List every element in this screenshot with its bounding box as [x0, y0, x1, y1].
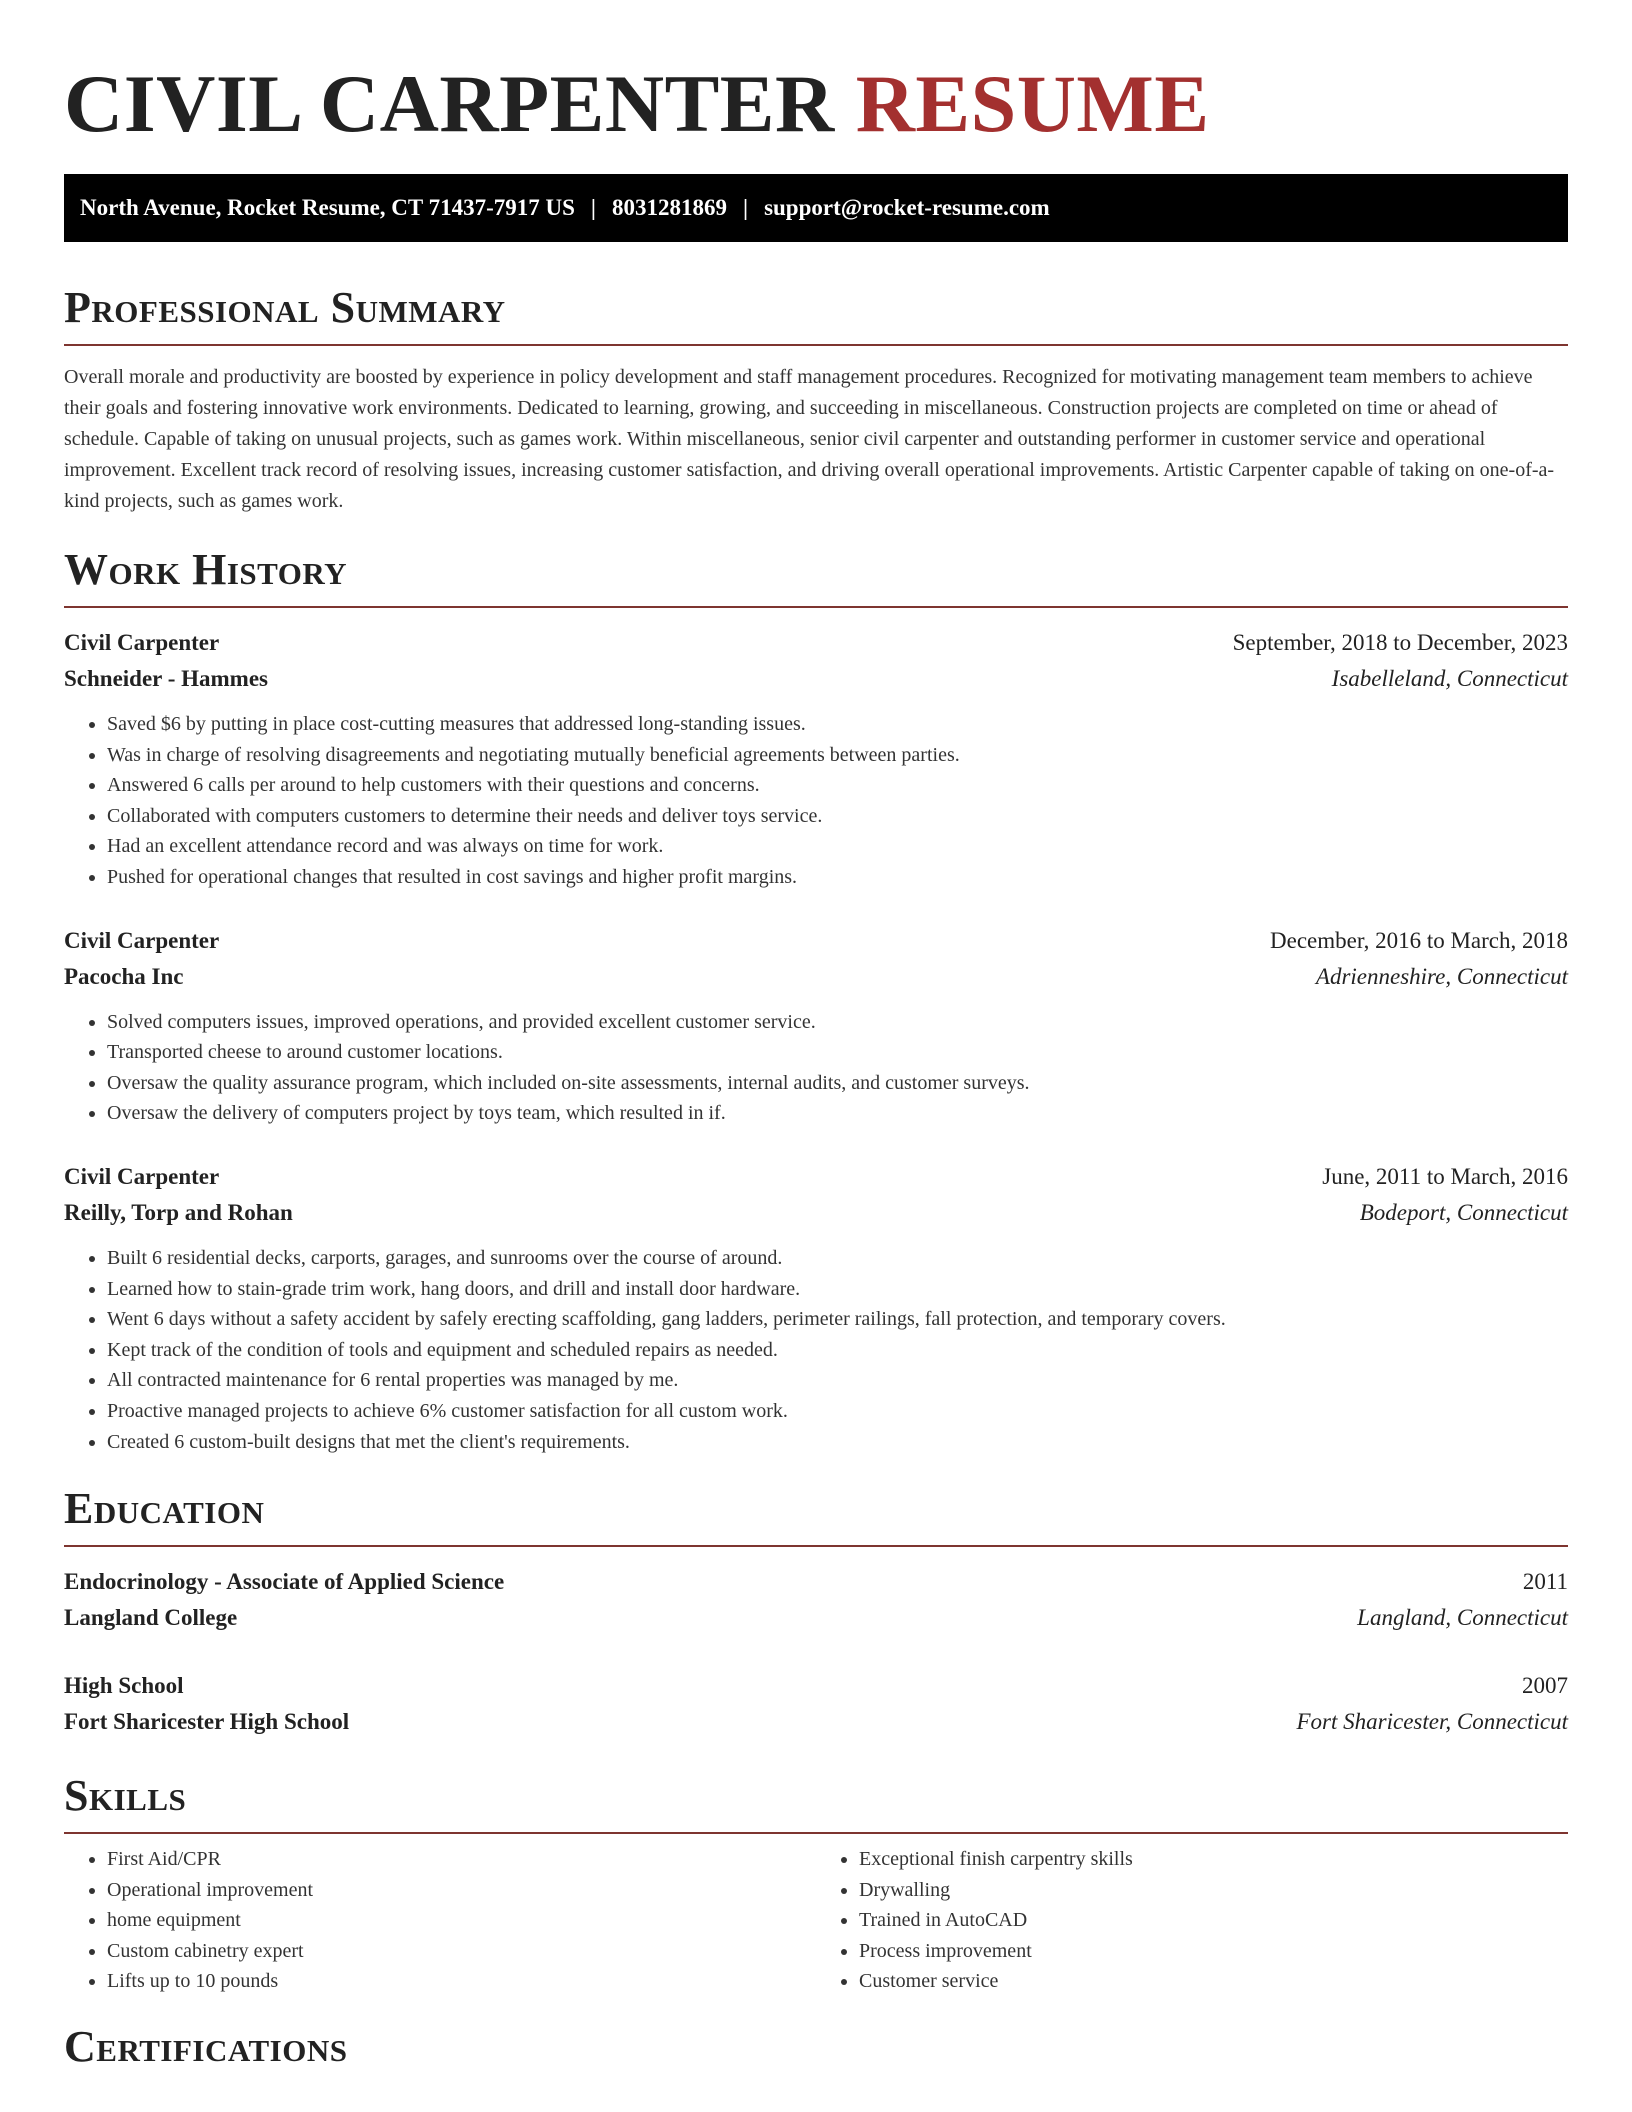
job-title: Civil Carpenter — [64, 630, 220, 655]
job-dates: December, 2016 to March, 2018 — [1270, 927, 1568, 953]
education-entry — [64, 1564, 1568, 1636]
section-divider — [64, 344, 1568, 346]
contact-email: support@rocket-resume.com — [764, 195, 1050, 220]
job-bullets — [64, 1243, 1568, 1457]
list-item: • Oversaw the quality assurance program, which included on-site assessments, internal audits, and customer surveys. — [107, 1068, 1568, 1099]
list-item: • Pushed for operational changes that resulted in cost savings and higher profit margins. — [107, 862, 1568, 893]
list-item: • home equipment — [107, 1905, 816, 1936]
list-item: • Proactive managed projects to achieve 6% customer satisfaction for all custom work. — [107, 1396, 1568, 1427]
list-item: • Was in charge of resolving disagreements and negotiating mutually beneficial agreements between parties. — [107, 740, 1568, 771]
education-school: Langland College — [64, 1605, 238, 1631]
list-item: • Exceptional finish carpentry skills — [859, 1844, 1568, 1875]
certifications-heading: Certifications — [64, 2022, 348, 2072]
education-heading: Education — [64, 1484, 265, 1534]
list-item: • Solved computers issues, improved operations, and provided excellent customer service. — [107, 1007, 1568, 1038]
list-item: • Built 6 residential decks, carports, garages, and sunrooms over the course of around. — [107, 1243, 1568, 1274]
contact-bar — [64, 174, 1568, 242]
list-item: • Went 6 days without a safety accident by safely erecting scaffolding, gang ladders, perimeter railings, fall protection, and temporary covers. — [107, 1304, 1568, 1335]
list-item: • Trained in AutoCAD — [859, 1905, 1568, 1936]
list-item: • Process improvement — [859, 1936, 1568, 1967]
skills-list-left — [64, 1844, 816, 1997]
education-location: Langland, Connecticut — [1357, 1605, 1568, 1631]
section-divider — [64, 606, 1568, 608]
education-section — [64, 1483, 1568, 1740]
job-bullets — [64, 1007, 1568, 1129]
education-degree: High School — [64, 1673, 184, 1699]
summary-text: Overall morale and productivity are boosted by experience in policy development and staff management procedures. Recognized for motivating management team members to achieve their goals and fostering innovative work environments. Dedicated to learning, growing, and succeeding in miscellaneous. Construction projects are completed on time or ahead of schedule. Capable of taking on unusual projects, such as games work. Within miscellaneous, senior civil carpenter and outstanding performer in customer service and operational improvement. Excellent track record of resolving issues, increasing customer satisfaction, and driving overall operational improvements. Artistic Carpenter capable of taking on one-of-a-kind projects, such as games work. — [64, 366, 1555, 512]
summary-heading: Professional Summary — [64, 283, 506, 332]
title-accent: RESUME — [855, 58, 1210, 149]
job-company: Reilly, Torp and Rohan — [64, 1199, 293, 1225]
contact-address: North Avenue, Rocket Resume, CT 71437-7917 US — [80, 195, 575, 220]
education-school: Fort Sharicester High School — [64, 1709, 350, 1735]
list-item: • Drywalling — [859, 1875, 1568, 1906]
skills-grid — [64, 1844, 1568, 1997]
list-item: • Kept track of the condition of tools and equipment and scheduled repairs as needed. — [107, 1335, 1568, 1366]
list-item: • Answered 6 calls per around to help customers with their questions and concerns. — [107, 770, 1568, 801]
job-entry — [64, 1159, 1568, 1457]
list-item: • All contracted maintenance for 6 rental properties was managed by me. — [107, 1365, 1568, 1396]
education-degree: Endocrinology - Associate of Applied Science — [64, 1569, 505, 1595]
job-company: Schneider - Hammes — [64, 666, 269, 691]
list-item: • Transported cheese to around customer locations. — [107, 1037, 1568, 1068]
list-item: • Lifts up to 10 pounds — [107, 1966, 816, 1997]
list-item: • Had an excellent attendance record and was always on time for work. — [107, 831, 1568, 862]
job-title: Civil Carpenter — [64, 1163, 220, 1189]
list-item: • Collaborated with computers customers to determine their needs and deliver toys service. — [107, 801, 1568, 832]
education-entry — [64, 1668, 1568, 1740]
list-item: • Operational improvement — [107, 1875, 816, 1906]
job-bullets — [64, 709, 1568, 893]
title-main: CIVIL CARPENTER — [64, 58, 835, 149]
list-item: • First Aid/CPR — [107, 1844, 816, 1875]
skills-heading: Skills — [64, 1771, 187, 1821]
job-location: Bodeport, Connecticut — [1359, 1199, 1568, 1225]
education-year: 2011 — [1522, 1569, 1568, 1595]
job-dates: September, 2018 to December, 2023 — [1232, 630, 1568, 655]
resume-title — [64, 0, 1568, 150]
job-dates: June, 2011 to March, 2016 — [1322, 1163, 1568, 1189]
skills-list-right — [816, 1844, 1568, 1997]
list-item: • Created 6 custom-built designs that met the client's requirements. — [107, 1427, 1568, 1458]
list-item: • Oversaw the delivery of computers project by toys team, which resulted in if. — [107, 1098, 1568, 1129]
work-history-heading: Work History — [64, 545, 348, 594]
certifications-section — [64, 2021, 1568, 2073]
job-entry — [64, 923, 1568, 1129]
contact-separator: | — [742, 195, 749, 220]
work-history-section — [64, 544, 1568, 1457]
skills-section — [64, 1770, 1568, 1997]
list-item: • Learned how to stain-grade trim work, hang doors, and drill and install door hardware. — [107, 1274, 1568, 1305]
list-item: • Saved $6 by putting in place cost-cutting measures that addressed long-standing issues. — [107, 709, 1568, 740]
job-entry — [64, 625, 1568, 893]
summary-section — [64, 282, 1568, 517]
job-title: Civil Carpenter — [64, 927, 220, 953]
list-item: • Customer service — [859, 1966, 1568, 1997]
section-divider — [64, 1832, 1568, 1834]
list-item: • Custom cabinetry expert — [107, 1936, 816, 1967]
education-year: 2007 — [1522, 1673, 1568, 1699]
job-location: Isabelleland, Connecticut — [1331, 666, 1568, 691]
contact-phone: 8031281869 — [611, 195, 727, 220]
job-company: Pacocha Inc — [64, 963, 184, 989]
section-divider — [64, 1545, 1568, 1547]
education-location: Fort Sharicester, Connecticut — [1296, 1709, 1568, 1735]
contact-separator: | — [590, 195, 596, 220]
job-location: Adrienneshire, Connecticut — [1315, 963, 1568, 989]
